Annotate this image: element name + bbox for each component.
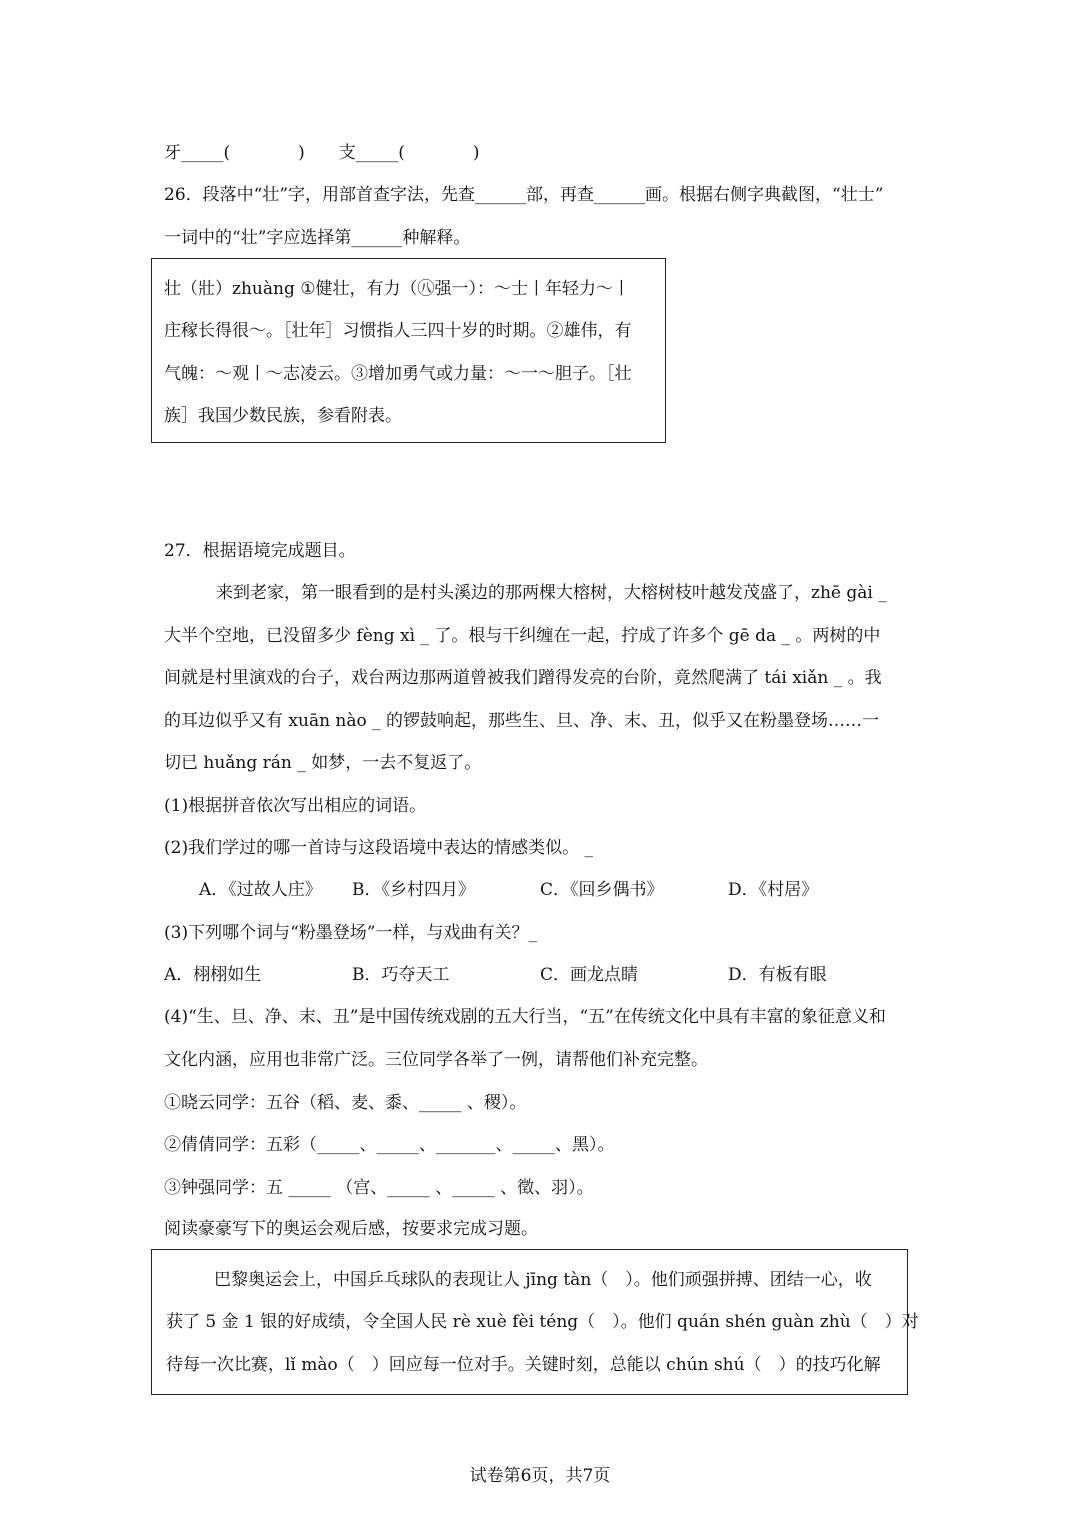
passage-line: 来到老家，第一眼看到的是村头溪边的那两棵大榕树，大榕树枝叶越发茂盛了，zhē gài _ <box>216 583 887 603</box>
sub-question-2: (2)我们学过的哪一首诗与这段语境中表达的情感类似。 _ <box>164 838 593 858</box>
dictionary-line: 气魄：～观丨～志凌云。③增加勇气或力量：～一～胆子。［壮 <box>164 364 632 384</box>
sub-question-1: (1)根据拼音依次写出相应的词语。 <box>164 796 427 816</box>
essay-line: 巴黎奥运会上，中国乒乓球队的表现让人 jīng tàn（ ）。他们顽强拼搏、团结一心，收 <box>214 1270 872 1290</box>
option-d: D．有板有眼 <box>728 965 827 985</box>
option-b: B．巧夺天工 <box>352 965 450 985</box>
sub-question-4-line-1: (4)“生、旦、净、末、丑”是中国传统戏剧的五大行当，“五”在传统文化中具有丰富的象征意义和 <box>164 1007 886 1027</box>
dictionary-excerpt-box <box>151 258 666 443</box>
question-27-title: 27．根据语境完成题目。 <box>164 541 356 561</box>
option-d: D．《村居》 <box>728 880 819 900</box>
page-footer: 试卷第6页，共7页 <box>469 1466 611 1486</box>
sub-question-3: (3)下列哪个词与“粉墨登场”一样，与戏曲有关？_ <box>164 923 537 943</box>
dictionary-line: 壮（壯）zhuàng ①健壮，有力（㊇强一）：～士丨年轻力～丨 <box>164 279 630 299</box>
passage-line: 的耳边似乎又有 xuān nào _ 的锣鼓响起，那些生、旦、净、末、丑，似乎又在粉墨登场……一 <box>164 711 880 731</box>
option-c: C．《回乡偶书》 <box>540 880 664 900</box>
dictionary-line: 族］我国少数民族，参看附表。 <box>164 406 402 426</box>
passage-line: 大半个空地，已没留多少 fèng xì _ 了。根与干纠缠在一起，拧成了许多个 gē da _ 。两树的中 <box>164 626 881 646</box>
reading-intro: 阅读豪豪写下的奥运会观后感，按要求完成习题。 <box>164 1219 538 1239</box>
option-c: C．画龙点睛 <box>540 965 639 985</box>
option-b: B．《乡村四月》 <box>352 880 475 900</box>
essay-line: 获了 5 金 1 银的好成绩，令全国人民 rè xuè fèi téng（ ）。他们 quán shén guàn zhù（ ）对 <box>166 1312 919 1332</box>
question-26-line-1: 26．段落中“壮”字，用部首查字法，先查______部，再查______画。根据右侧字典截图，“壮士” <box>164 185 884 205</box>
passage-line: 间就是村里演戏的台子，戏台两边那两道曾被我们蹭得发亮的台阶，竟然爬满了 tái xiǎn _ 。我 <box>164 668 882 688</box>
sub-question-4-item: ②倩倩同学：五彩（_____、_____、_______、_____、黑）。 <box>164 1135 615 1155</box>
essay-line: 待每一次比赛，lǐ mào（ ）回应每一位对手。关键时刻，总能以 chún shú（ ）的技巧化解 <box>166 1355 881 1375</box>
question-26-line-2: 一词中的“壮”字应选择第______种解释。 <box>164 228 471 248</box>
dictionary-line: 庄稼长得很～。［壮年］习惯指人三四十岁的时期。②雄伟，有 <box>164 321 632 341</box>
passage-line: 切已 huǎng rán _ 如梦，一去不复返了。 <box>164 753 482 773</box>
sub-question-4-item: ③钟强同学：五 _____ （宫、_____ 、_____ 、徵、羽）。 <box>164 1178 594 1198</box>
olympic-essay-box <box>151 1249 919 1395</box>
option-a: A．《过故人庄》 <box>199 880 322 900</box>
answer-line-ya-zhi: 牙_____( ) 支_____( ) <box>164 143 480 163</box>
sub-question-4-item: ①晓云同学：五谷（稻、麦、黍、_____ 、稷）。 <box>164 1093 527 1113</box>
sub-question-4-line-2: 文化内涵，应用也非常广泛。三位同学各举了一例，请帮他们补充完整。 <box>164 1050 708 1070</box>
option-a: A．栩栩如生 <box>164 965 262 985</box>
